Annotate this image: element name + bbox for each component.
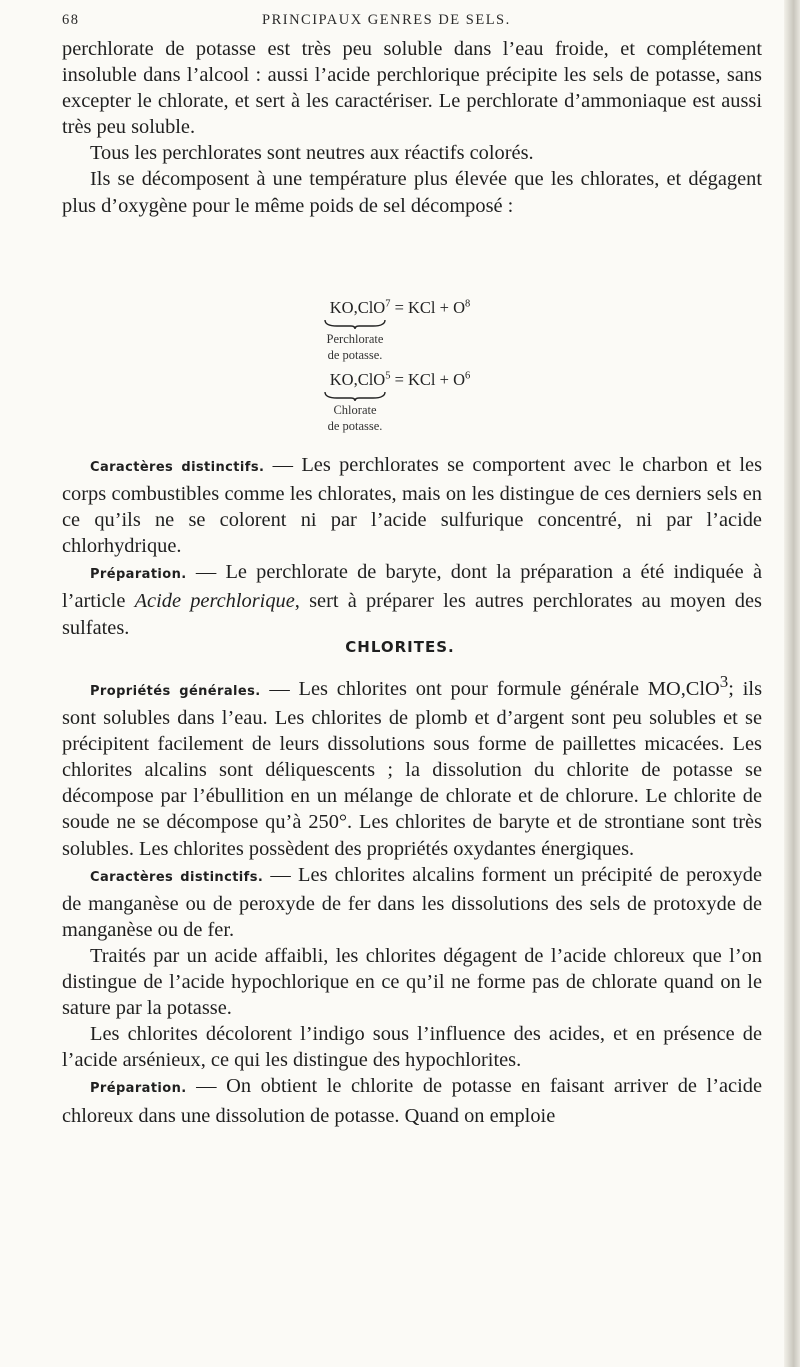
label-perchlorate-line2: de potasse. — [327, 348, 383, 362]
paragraph-perchlorate-solubility: perchlorate de potasse est très peu soluble dans l’eau froide, et complétement insoluble dans l’alcool : aussi l’acide perchlorique précipite les sels de potasse, sans excepter le chlorate, et sert à les caractériser. Le perchlorate d’ammoniaque est aussi très peu soluble. — [62, 38, 762, 139]
proprietes-text-before: — Les chlorites ont pour formule générale MO,ClO — [260, 678, 720, 700]
label-chlorate — [5, 402, 705, 434]
caracteres-chlorites-text: — Les chlorites alcalins forment un précipité de peroxyde de manganèse ou de peroxyde de fer dans les dissolutions des sels de protoxyde de manganèse ou de fer. — [62, 863, 762, 941]
paragraph-caracteres-chlorites — [62, 862, 762, 943]
page-number: 68 — [62, 12, 80, 28]
section-title-chlorites: CHLORITES. — [345, 638, 455, 656]
proprietes-exponent: 3 — [719, 672, 729, 692]
brace-chlorate — [323, 390, 387, 402]
preparation-reference: Acide perchlorique — [134, 590, 295, 613]
equation-left: KO,ClO — [329, 298, 386, 317]
paragraph-proprietes — [62, 672, 763, 862]
paragraph-indigo: Les chlorites décolorent l’indigo sous l’influence des acides, et en présence de l’acide arsénieux, ce qui les distingue des hypochlorites. — [62, 1023, 762, 1072]
caracteres-text: — Les perchlorates se comportent avec le charbon et les corps combustibles comme les chlorates, mais on les distingue de ces derniers sels en ce qu’ils ne se colorent ni par l’acide sulfurique concentré, ni par l’acide chlorhydrique. — [62, 454, 763, 558]
label-perchlorate — [5, 331, 705, 363]
equation-equals: = — [394, 370, 404, 389]
preparation-text-before: — Le perchlorate de baryte, dont la préparation a été indiquée à l’article — [62, 561, 762, 613]
equation-left-exponent: 5 — [385, 370, 391, 382]
text-block-perchlorates — [62, 452, 762, 641]
running-title: PRINCIPAUX GENRES DE SELS. — [262, 12, 511, 28]
label-perchlorate-line1: Perchlorate — [326, 332, 384, 346]
label-chlorate-line2: de potasse. — [327, 419, 383, 433]
label-chlorate-line1: Chlorate — [333, 403, 377, 417]
running-head — [62, 8, 760, 30]
proprietes-heading: Propriétés générales. — [90, 684, 261, 699]
equation-right-exponent: 6 — [465, 370, 471, 382]
text-block-top — [62, 36, 762, 219]
equation-right-exponent: 8 — [465, 298, 471, 310]
text-block-chlorites — [62, 672, 763, 1129]
paragraph-caracteres-perchlorates — [62, 452, 762, 559]
page-edge-shadow — [784, 0, 800, 1367]
paragraph-preparation-perchlorates — [62, 559, 762, 640]
paragraph-preparation-chlorites — [62, 1073, 762, 1128]
equation-right: KCl + O — [408, 298, 465, 317]
preparation-chlorites-heading: Préparation. — [90, 1081, 187, 1097]
preparation-text-after: , sert à préparer les autres perchlorates au moyen des sulfates. — [62, 590, 762, 639]
equation-left: KO,ClO — [329, 370, 386, 389]
caracteres-heading: Caractères distinctifs. — [90, 460, 265, 475]
caracteres-chlorites-heading: Caractères distinctifs. — [90, 869, 264, 885]
equation-equals: = — [394, 298, 404, 317]
equation-chlorate — [0, 370, 800, 390]
brace-perchlorate — [323, 318, 387, 330]
preparation-chlorites-text: — On obtient le chlorite de potasse en faisant arriver de l’acide chloreux dans une dissolution de potasse. Quand on emploie — [62, 1075, 762, 1127]
paragraph-traites: Traités par un acide affaibli, les chlorites dégagent de l’acide chloreux que l’on distingue de l’acide hypochlorique en ce qu’il ne forme pas de chlorate quand on le sature par la potasse. — [62, 944, 762, 1020]
equation-perchlorate — [0, 298, 800, 318]
proprietes-text-after: ; ils sont solubles dans l’eau. Les chlorites de plomb et d’argent sont peu solubles et se précipitent facilement de leurs dissolutions sous forme de paillettes micacées. Les chlorites alcalins sont déliquescents ; la dissolution du chlorite de potasse se décompose par l’ébullition en un mélange de chlorate et de chlorure. Le chlorite de soude ne se décompose qu’à 250°. Les chlorites de baryte et de strontiane sont très solubles. Les chlorites possèdent des propriétés oxydantes énergiques. — [62, 678, 763, 860]
equation-left-exponent: 7 — [385, 298, 391, 310]
equation-right: KCl + O — [408, 370, 465, 389]
preparation-heading: Préparation. — [90, 567, 187, 583]
paragraph-neutral: Tous les perchlorates sont neutres aux réactifs colorés. — [90, 142, 534, 165]
paragraph-decomposition: Ils se décomposent à une température plus élevée que les chlorates, et dégagent plus d’oxygène pour le même poids de sel décomposé : — [62, 168, 762, 217]
